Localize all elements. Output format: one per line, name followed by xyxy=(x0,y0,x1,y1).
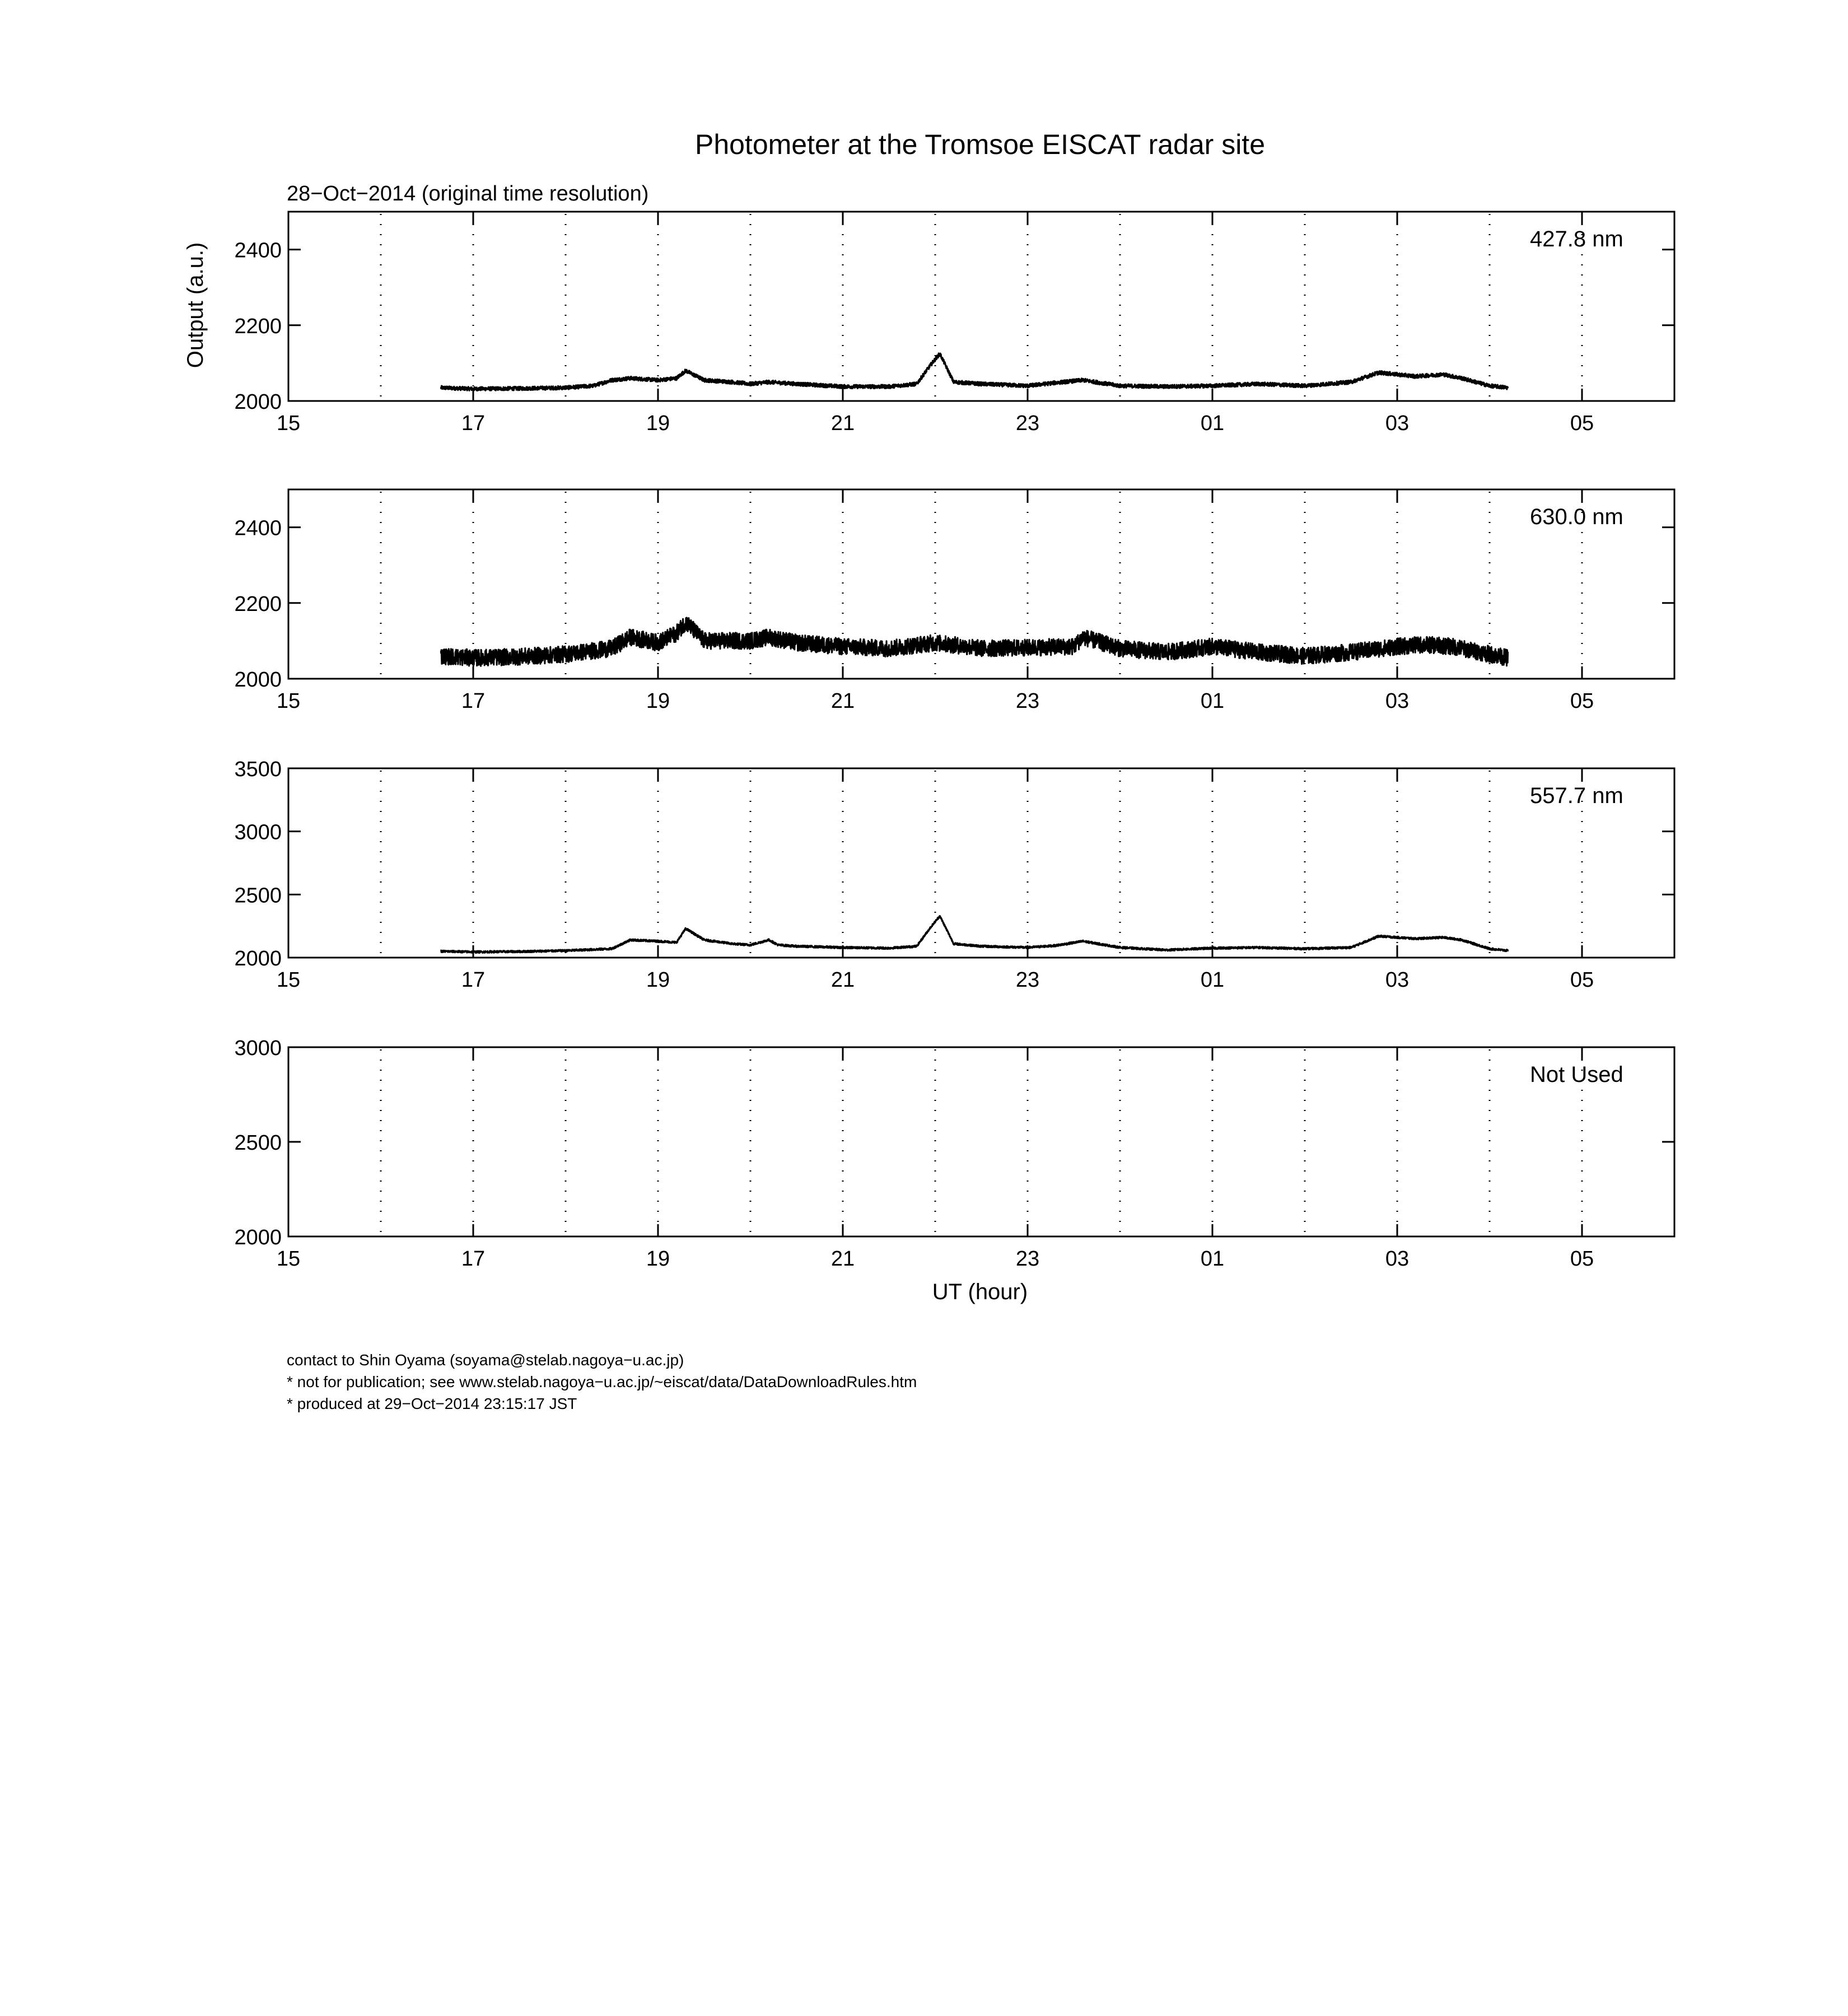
x-tick-label: 05 xyxy=(1570,689,1594,713)
y-tick-label: 2500 xyxy=(234,1131,282,1155)
x-tick-label: 23 xyxy=(1015,412,1040,435)
x-tick-label: 15 xyxy=(276,968,301,992)
x-tick-label: 01 xyxy=(1200,968,1225,992)
x-tick-label: 03 xyxy=(1385,1247,1410,1271)
y-tick-label: 3500 xyxy=(234,758,282,781)
channel-label: 630.0 nm xyxy=(1530,505,1623,529)
y-tick-label: 2200 xyxy=(234,592,282,616)
x-tick-label: 05 xyxy=(1570,1247,1594,1271)
x-tick-label: 01 xyxy=(1200,1247,1225,1271)
x-tick-label: 19 xyxy=(646,689,670,713)
x-tick-label: 21 xyxy=(830,1247,855,1271)
x-tick-label: 19 xyxy=(646,968,670,992)
x-tick-label: 17 xyxy=(461,689,486,713)
y-tick-label: 3000 xyxy=(234,820,282,844)
footer-contact: contact to Shin Oyama (soyama@stelab.nagoya−u.ac.jp) xyxy=(287,1351,684,1369)
y-tick-label: 2400 xyxy=(234,516,282,540)
x-tick-label: 17 xyxy=(461,1247,486,1271)
channel-label: Not Used xyxy=(1530,1062,1623,1087)
y-tick-label: 2000 xyxy=(234,1226,282,1249)
x-tick-label: 19 xyxy=(646,1247,670,1271)
x-tick-label: 21 xyxy=(830,412,855,435)
x-tick-label: 01 xyxy=(1200,412,1225,435)
x-tick-label: 23 xyxy=(1015,968,1040,992)
x-tick-label: 05 xyxy=(1570,968,1594,992)
x-tick-label: 15 xyxy=(276,412,301,435)
y-tick-label: 3000 xyxy=(234,1037,282,1060)
footer-produced: * produced at 29−Oct−2014 23:15:17 JST xyxy=(287,1395,577,1412)
x-tick-label: 17 xyxy=(461,968,486,992)
x-tick-label: 03 xyxy=(1385,412,1410,435)
x-tick-label: 23 xyxy=(1015,1247,1040,1271)
y-tick-label: 2000 xyxy=(234,947,282,970)
channel-label: 427.8 nm xyxy=(1530,227,1623,251)
chart-subtitle: 28−Oct−2014 (original time resolution) xyxy=(287,182,649,206)
chart-title: Photometer at the Tromsoe EISCAT radar site xyxy=(694,129,1266,160)
x-axis-label: UT (hour) xyxy=(932,1280,1028,1304)
footer-rules: * not for publication; see www.stelab.nagoya−u.ac.jp/~eiscat/data/DataDownloadRules.htm xyxy=(287,1373,917,1390)
y-axis-label: Output (a.u.) xyxy=(183,242,208,368)
x-tick-label: 15 xyxy=(276,689,301,713)
x-tick-label: 19 xyxy=(646,412,670,435)
x-tick-label: 15 xyxy=(276,1247,301,1271)
y-tick-label: 2200 xyxy=(234,314,282,338)
x-tick-label: 01 xyxy=(1200,689,1225,713)
y-tick-label: 2000 xyxy=(234,390,282,414)
x-tick-label: 21 xyxy=(830,689,855,713)
x-tick-label: 03 xyxy=(1385,968,1410,992)
x-tick-label: 21 xyxy=(830,968,855,992)
x-tick-label: 23 xyxy=(1015,689,1040,713)
channel-label: 557.7 nm xyxy=(1530,783,1623,808)
y-tick-label: 2400 xyxy=(234,239,282,263)
y-tick-label: 2000 xyxy=(234,668,282,692)
x-tick-label: 17 xyxy=(461,412,486,435)
x-tick-label: 05 xyxy=(1570,412,1594,435)
y-tick-label: 2500 xyxy=(234,884,282,908)
x-tick-label: 03 xyxy=(1385,689,1410,713)
